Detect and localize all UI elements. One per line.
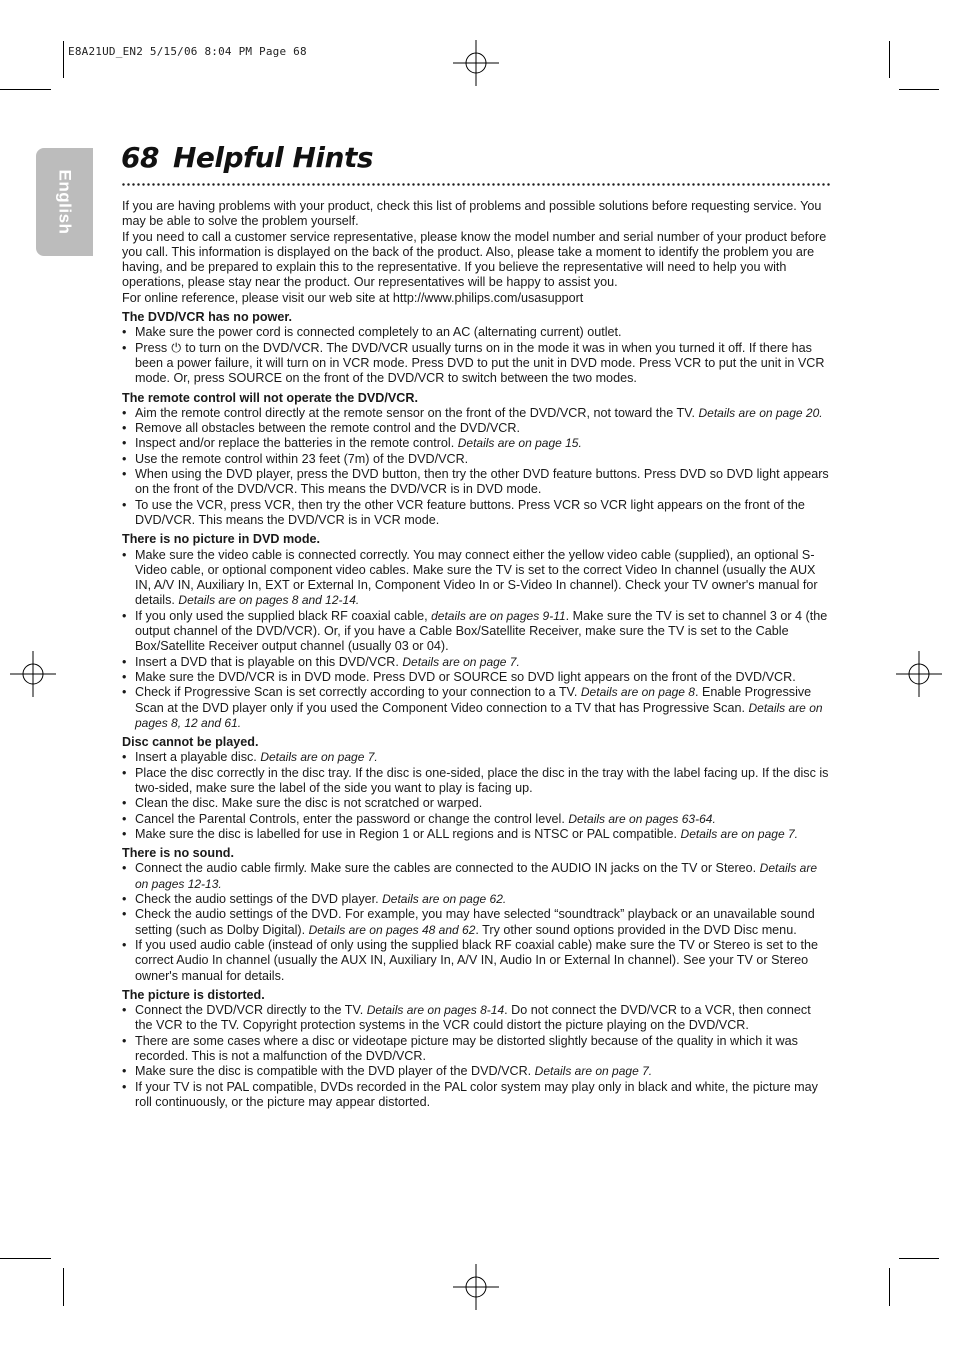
power-icon: ⏻ <box>171 340 182 355</box>
language-tab-label: English <box>55 169 75 235</box>
item-text: Make sure the disc is compatible with the DVD player of the DVD/VCR. <box>135 1064 535 1079</box>
intro-paragraph: If you need to call a customer service representative, please know the model number and serial number of your product before you call. This information is displayed on the back of the product. Also, please take a moment to identify the problem you are having, and be prepared to explain this to the representative. If you believe the representative will need to help you with operations, please stay near the product. Our representatives will be happy to assist you. <box>122 229 827 290</box>
crop-mark <box>889 1268 890 1306</box>
item-text: Inspect and/or replace the batteries in the remote control. <box>135 436 458 451</box>
section-heading: Disc cannot be played. <box>122 735 259 750</box>
page-reference: Details are on page 7. <box>534 1064 653 1079</box>
registration-mark-icon <box>10 651 56 697</box>
item-text: If you used audio cable (instead of only using the supplied black RF coaxial cable) make sure the TV or Stereo is set to the correct Audio In channel (usually the AUX IN, Auxiliary In, A/V IN, Audio In or External In channel). See your TV or Stereo owner's manual for details. <box>135 937 819 983</box>
section-heading: The picture is distorted. <box>122 987 265 1002</box>
intro-paragraph: If you are having problems with your product, check this list of problems and possible solutions before requesting service. You may be able to solve the problem yourself. <box>122 199 822 229</box>
page-reference: Details are on page 15. <box>457 436 582 451</box>
item-text: To use the VCR, press VCR, then try the other VCR feature buttons. Press VCR so VCR light appears on the front of the DVD/VCR. This means the DVD/VCR is in VCR mode. <box>135 497 805 527</box>
list-item <box>122 892 831 907</box>
item-text: Connect the audio cable firmly. Make sure the cables are connected to the AUDIO IN jacks on the TV or Stereo. <box>135 861 760 876</box>
item-text: Make sure the disc is labelled for use in Region 1 or ALL regions and is NTSC or PAL compatible. <box>135 826 681 841</box>
crop-mark <box>0 1258 51 1259</box>
item-text: When using the DVD player, press the DVD button, then try the other DVD feature buttons. Press DVD so DVD light appears on the front of the DVD/VCR. This means the DVD/VCR is in DVD mode. <box>135 467 829 497</box>
bullet-list <box>122 325 831 386</box>
item-text: Check if Progressive Scan is set correctly according to your connection to a TV. <box>135 685 581 700</box>
crop-mark <box>0 89 51 90</box>
page-reference: Details are on page 7. <box>680 826 798 841</box>
item-text: . Enable Progressive Scan at the DVD player only if you used the Component Video connection to a TV that has Progressive Scan. <box>135 685 812 715</box>
list-item <box>122 827 831 842</box>
list-item <box>122 406 831 421</box>
list-item <box>122 1080 831 1111</box>
list-item <box>122 609 831 655</box>
list-item <box>122 1003 831 1034</box>
item-text: Aim the remote control directly at the remote sensor on the front of the DVD/VCR, not toward the TV. <box>135 405 699 420</box>
item-text: If you only used the supplied black RF coaxial cable, <box>135 608 432 623</box>
crop-mark <box>899 89 939 90</box>
list-item <box>122 907 831 938</box>
crop-mark <box>899 1258 939 1259</box>
registration-mark-icon <box>896 651 942 697</box>
list-item <box>122 670 831 685</box>
list-item <box>122 685 831 731</box>
page-reference: Details are on pages 48 and 62 <box>308 922 476 937</box>
intro-paragraph: For online reference, please visit our web site at http://www.philips.com/usasupport <box>122 290 584 305</box>
list-item <box>122 938 831 984</box>
list-item <box>122 548 831 609</box>
item-text: Insert a playable disc. <box>135 750 261 765</box>
page-reference: Details are on page 8 <box>580 685 695 700</box>
crop-mark <box>63 41 64 78</box>
list-item <box>122 1064 831 1079</box>
bullet-list <box>122 548 831 732</box>
registration-mark-icon <box>453 40 499 86</box>
page-title-text: Helpful Hints <box>172 141 374 174</box>
section-heading: There is no sound. <box>122 846 234 861</box>
dotted-divider <box>121 183 831 186</box>
list-item <box>122 750 831 765</box>
item-text: Cancel the Parental Controls, enter the password or change the control level. <box>135 811 569 826</box>
page-reference: Details are on pages 12-13. <box>135 861 818 891</box>
page-reference: Details are on pages 8-14 <box>366 1003 505 1018</box>
item-text: Make sure the power cord is connected completely to an AC (alternating current) outlet. <box>135 325 622 340</box>
list-item <box>122 325 831 340</box>
list-item <box>122 655 831 670</box>
section-picture-distorted <box>122 988 831 1110</box>
section-remote-control <box>122 391 831 529</box>
list-item <box>122 861 831 892</box>
page-reference: Details are on page 7. <box>260 750 378 765</box>
section-no-power <box>122 310 831 386</box>
list-item <box>122 766 831 797</box>
list-item <box>122 498 831 529</box>
section-heading: There is no picture in DVD mode. <box>122 532 321 547</box>
item-text: Check the audio settings of the DVD. For example, you may have selected “soundtrack” playback or an unavailable sound setting (such as Dolby Digital). <box>135 907 815 937</box>
item-text: Check the audio settings of the DVD player. <box>135 892 383 907</box>
section-heading: The remote control will not operate the DVD/VCR. <box>122 390 418 405</box>
item-text: Remove all obstacles between the remote control and the DVD/VCR. <box>135 421 521 436</box>
item-text: If your TV is not PAL compatible, DVDs recorded in the PAL color system may play only in black and white, the picture may roll continuously, or the picture may appear distorted. <box>135 1079 818 1109</box>
item-text: Place the disc correctly in the disc tray. If the disc is one-sided, place the disc in the tray with the label facing up. If the disc is two-sided, make sure the label of the side you want to play is facing up. <box>135 765 829 795</box>
section-disc-cannot-play <box>122 735 831 842</box>
page-reference: Details are on page 20. <box>698 405 823 420</box>
page-number: 68 <box>121 141 159 174</box>
list-item <box>122 1034 831 1065</box>
page-reference: details are on pages 9-11 <box>431 608 566 623</box>
item-text: . Do not connect the DVD/VCR to a VCR, then connect the VCR to the TV. Copyright protection systems in the VCR could distort the picture playing on the DVD/VCR. <box>135 1003 811 1033</box>
page-reference: Details are on page 62. <box>382 892 507 907</box>
page-reference: Details are on page 7. <box>402 654 520 669</box>
page-reference: Details are on pages 63-64. <box>568 811 716 826</box>
list-item <box>122 467 831 498</box>
item-text: Connect the DVD/VCR directly to the TV. <box>135 1003 367 1018</box>
item-text: . Make sure the TV is set to channel 3 or 4 (the output channel of the DVD/VCR). Or, if you have a Cable Box/Satellite Receiver, make sure the TV is set to the Cable Box/Satellite Receiver output channel (usually 03 or 04). <box>135 608 828 654</box>
item-text: Clean the disc. Make sure the disc is not scratched or warped. <box>135 796 483 811</box>
language-tab <box>36 148 93 256</box>
item-text: to turn on the DVD/VCR. The DVD/VCR usually turns on in the mode it was in when you turned it off. If there has been a power failure, it will turn on in VCR mode. Press DVD to put the unit in DVD mode. Press VCR to put the unit in VCR mode. Or, press SOURCE on the front of the DVD/VCR to switch between the two modes. <box>135 340 825 386</box>
print-slug: E8A21UD_EN2 5/15/06 8:04 PM Page 68 <box>68 45 307 58</box>
item-text: Use the remote control within 23 feet (7m) of the DVD/VCR. <box>135 451 469 466</box>
item-text: Make sure the DVD/VCR is in DVD mode. Press DVD or SOURCE so DVD light appears on the front of the DVD/VCR. <box>135 669 796 684</box>
section-no-sound <box>122 846 831 984</box>
list-item <box>122 436 831 451</box>
item-text: Press <box>135 340 168 355</box>
registration-mark-icon <box>453 1264 499 1310</box>
item-text: . Try other sound options provided in the DVD Disc menu. <box>475 922 797 937</box>
section-no-picture <box>122 532 831 731</box>
page-reference: Details are on pages 8 and 12-14. <box>178 593 360 608</box>
page-title <box>121 141 373 174</box>
item-text: Insert a DVD that is playable on this DVD/VCR. <box>135 654 403 669</box>
page-content <box>122 199 831 1110</box>
bullet-list <box>122 1003 831 1110</box>
list-item <box>122 452 831 467</box>
section-heading: The DVD/VCR has no power. <box>122 310 293 325</box>
item-text: Make sure the video cable is connected correctly. You may connect either the yellow video cable (supplied), an optional S-Video cable, or optional component video cables. Make sure the TV is set to the correct Video In channel (usually the AUX IN, A/V IN, Auxiliary In, EXT or External In, Component Video In or S-Video In channel). Check your TV owner's manual for details. <box>135 547 818 608</box>
page-reference: Details are on pages 8, 12 and 61. <box>135 700 823 730</box>
crop-mark <box>889 41 890 78</box>
list-item <box>122 421 831 436</box>
bullet-list <box>122 861 831 983</box>
bullet-list <box>122 750 831 842</box>
list-item <box>122 796 831 811</box>
item-text: There are some cases where a disc or videotape picture may be distorted slightly because of the quality in which it was recorded. This is not a malfunction of the DVD/VCR. <box>135 1033 798 1064</box>
bullet-list <box>122 406 831 528</box>
list-item <box>122 812 831 827</box>
crop-mark <box>63 1268 64 1306</box>
list-item <box>122 341 831 387</box>
